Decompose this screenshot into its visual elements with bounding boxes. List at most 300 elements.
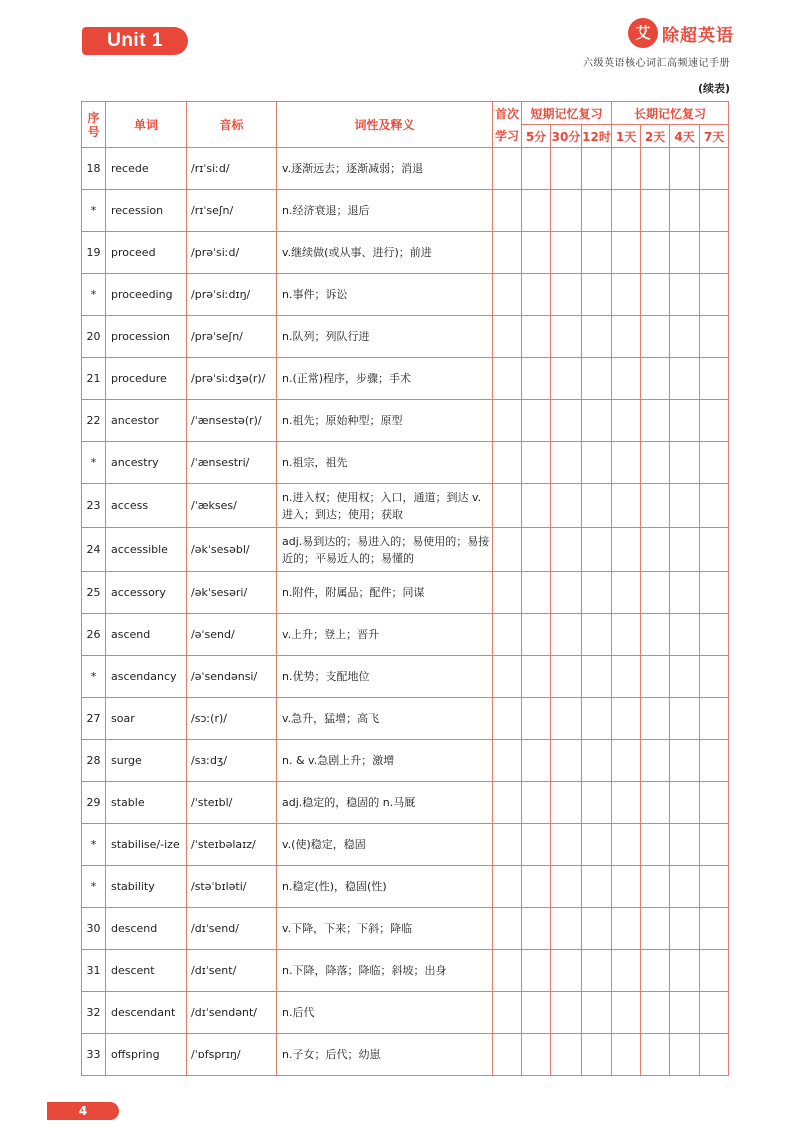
table-row bbox=[82, 866, 729, 908]
table-row bbox=[82, 232, 729, 274]
row-meaning: n.附件，附属品；配件；同谋 bbox=[277, 572, 493, 614]
review-checkbox-cell[interactable] bbox=[641, 866, 670, 908]
review-checkbox-cell[interactable] bbox=[551, 656, 582, 698]
row-word: surge bbox=[106, 740, 187, 782]
review-checkbox-cell[interactable] bbox=[522, 824, 551, 866]
row-meaning: v.逐渐远去；逐渐减弱；消退 bbox=[277, 148, 493, 190]
row-word: descend bbox=[106, 908, 187, 950]
review-checkbox-cell[interactable] bbox=[582, 528, 612, 572]
table-row bbox=[82, 740, 729, 782]
row-phonetic: /dɪˈsend/ bbox=[187, 908, 277, 950]
review-checkbox-cell[interactable] bbox=[700, 992, 729, 1034]
row-word: access bbox=[106, 484, 187, 528]
row-phonetic: /rɪˈsiːd/ bbox=[187, 148, 277, 190]
row-phonetic: /əkˈsesəbl/ bbox=[187, 528, 277, 572]
row-number: * bbox=[82, 190, 106, 232]
review-checkbox-cell[interactable] bbox=[670, 190, 700, 232]
review-checkbox-cell[interactable] bbox=[641, 740, 670, 782]
row-phonetic: /ˈænsestə(r)/ bbox=[187, 400, 277, 442]
review-checkbox-cell[interactable] bbox=[582, 782, 612, 824]
review-checkbox-cell[interactable] bbox=[612, 698, 641, 740]
row-word: accessory bbox=[106, 572, 187, 614]
review-checkbox-cell[interactable] bbox=[493, 442, 522, 484]
review-checkbox-cell[interactable] bbox=[493, 656, 522, 698]
row-number: 24 bbox=[82, 528, 106, 572]
review-checkbox-cell[interactable] bbox=[522, 866, 551, 908]
row-number: 19 bbox=[82, 232, 106, 274]
review-checkbox-cell[interactable] bbox=[670, 656, 700, 698]
review-checkbox-cell[interactable] bbox=[551, 950, 582, 992]
review-checkbox-cell[interactable] bbox=[551, 908, 582, 950]
review-checkbox-cell[interactable] bbox=[493, 614, 522, 656]
review-checkbox-cell[interactable] bbox=[551, 316, 582, 358]
row-phonetic: /sɔː(r)/ bbox=[187, 698, 277, 740]
row-word: ancestor bbox=[106, 400, 187, 442]
row-phonetic: /dɪˈsendənt/ bbox=[187, 992, 277, 1034]
review-checkbox-cell[interactable] bbox=[641, 698, 670, 740]
row-number: 30 bbox=[82, 908, 106, 950]
row-meaning: n.优势；支配地位 bbox=[277, 656, 493, 698]
row-word: proceeding bbox=[106, 274, 187, 316]
review-checkbox-cell[interactable] bbox=[700, 698, 729, 740]
review-checkbox-cell[interactable] bbox=[522, 656, 551, 698]
review-checkbox-cell[interactable] bbox=[551, 400, 582, 442]
row-phonetic: /ˈsteɪbəlaɪz/ bbox=[187, 824, 277, 866]
row-word: recede bbox=[106, 148, 187, 190]
review-checkbox-cell[interactable] bbox=[670, 908, 700, 950]
row-meaning: n.祖宗，祖先 bbox=[277, 442, 493, 484]
review-checkbox-cell[interactable] bbox=[641, 992, 670, 1034]
row-meaning: n.稳定(性)，稳固(性) bbox=[277, 866, 493, 908]
review-checkbox-cell[interactable] bbox=[582, 484, 612, 528]
brand-subtitle: 六级英语核心词汇高频速记手册 bbox=[583, 58, 730, 69]
review-checkbox-cell[interactable] bbox=[700, 824, 729, 866]
review-checkbox-cell[interactable] bbox=[522, 358, 551, 400]
review-checkbox-cell[interactable] bbox=[582, 316, 612, 358]
review-checkbox-cell[interactable] bbox=[700, 740, 729, 782]
review-checkbox-cell[interactable] bbox=[522, 782, 551, 824]
table-row bbox=[82, 656, 729, 698]
review-checkbox-cell[interactable] bbox=[700, 656, 729, 698]
row-phonetic: /əˈsendənsi/ bbox=[187, 656, 277, 698]
review-checkbox-cell[interactable] bbox=[670, 614, 700, 656]
review-checkbox-cell[interactable] bbox=[670, 442, 700, 484]
header-word: 单词 bbox=[106, 102, 187, 148]
review-checkbox-cell[interactable] bbox=[612, 400, 641, 442]
row-number: 32 bbox=[82, 992, 106, 1034]
review-checkbox-cell[interactable] bbox=[582, 442, 612, 484]
table-row bbox=[82, 614, 729, 656]
review-checkbox-cell[interactable] bbox=[700, 232, 729, 274]
review-checkbox-cell[interactable] bbox=[670, 950, 700, 992]
row-word: ancestry bbox=[106, 442, 187, 484]
table-row bbox=[82, 782, 729, 824]
review-checkbox-cell[interactable] bbox=[522, 316, 551, 358]
review-checkbox-cell[interactable] bbox=[700, 358, 729, 400]
row-phonetic: /ˈɒfsprɪŋ/ bbox=[187, 1034, 277, 1076]
review-checkbox-cell[interactable] bbox=[612, 824, 641, 866]
review-checkbox-cell[interactable] bbox=[670, 824, 700, 866]
review-checkbox-cell[interactable] bbox=[641, 656, 670, 698]
review-checkbox-cell[interactable] bbox=[700, 148, 729, 190]
row-meaning: v.(使)稳定，稳固 bbox=[277, 824, 493, 866]
page-number: 4 bbox=[47, 1102, 119, 1120]
row-meaning: v.下降，下来；下斜；降临 bbox=[277, 908, 493, 950]
review-checkbox-cell[interactable] bbox=[551, 614, 582, 656]
review-checkbox-cell[interactable] bbox=[641, 442, 670, 484]
review-checkbox-cell[interactable] bbox=[493, 698, 522, 740]
review-checkbox-cell[interactable] bbox=[612, 442, 641, 484]
row-word: procession bbox=[106, 316, 187, 358]
header-interval-30min: 30分 bbox=[551, 125, 582, 148]
header-short-term: 短期记忆复习 bbox=[522, 102, 612, 125]
review-checkbox-cell[interactable] bbox=[670, 992, 700, 1034]
review-checkbox-cell[interactable] bbox=[493, 824, 522, 866]
header-first-study-bottom: 学习 bbox=[493, 125, 522, 148]
review-checkbox-cell[interactable] bbox=[670, 698, 700, 740]
row-number: 25 bbox=[82, 572, 106, 614]
review-checkbox-cell[interactable] bbox=[641, 316, 670, 358]
review-checkbox-cell[interactable] bbox=[582, 698, 612, 740]
header-interval-2d: 2天 bbox=[641, 125, 670, 148]
review-checkbox-cell[interactable] bbox=[551, 484, 582, 528]
review-checkbox-cell[interactable] bbox=[582, 572, 612, 614]
review-checkbox-cell[interactable] bbox=[700, 190, 729, 232]
review-checkbox-cell[interactable] bbox=[551, 232, 582, 274]
row-word: stabilise/-ize bbox=[106, 824, 187, 866]
review-checkbox-cell[interactable] bbox=[641, 358, 670, 400]
review-checkbox-cell[interactable] bbox=[522, 908, 551, 950]
review-checkbox-cell[interactable] bbox=[522, 232, 551, 274]
row-phonetic: /əˈsend/ bbox=[187, 614, 277, 656]
row-number: 23 bbox=[82, 484, 106, 528]
row-number: 33 bbox=[82, 1034, 106, 1076]
review-checkbox-cell[interactable] bbox=[551, 442, 582, 484]
review-checkbox-cell[interactable] bbox=[641, 614, 670, 656]
review-checkbox-cell[interactable] bbox=[670, 400, 700, 442]
review-checkbox-cell[interactable] bbox=[641, 950, 670, 992]
review-checkbox-cell[interactable] bbox=[641, 274, 670, 316]
row-number: 18 bbox=[82, 148, 106, 190]
row-meaning: n.下降，降落；降临；斜坡；出身 bbox=[277, 950, 493, 992]
table-row bbox=[82, 190, 729, 232]
row-meaning: n.祖先；原始种型；原型 bbox=[277, 400, 493, 442]
row-meaning: n.经济衰退；退后 bbox=[277, 190, 493, 232]
review-checkbox-cell[interactable] bbox=[641, 1034, 670, 1076]
row-phonetic: /stəˈbɪləti/ bbox=[187, 866, 277, 908]
table-row bbox=[82, 484, 729, 528]
row-word: stable bbox=[106, 782, 187, 824]
review-checkbox-cell[interactable] bbox=[582, 274, 612, 316]
review-checkbox-cell[interactable] bbox=[551, 274, 582, 316]
brand-logo-icon: 艾 bbox=[628, 18, 658, 48]
table-row bbox=[82, 316, 729, 358]
review-checkbox-cell[interactable] bbox=[522, 148, 551, 190]
review-checkbox-cell[interactable] bbox=[670, 148, 700, 190]
review-checkbox-cell[interactable] bbox=[522, 528, 551, 572]
brand-name: 除超英语 bbox=[662, 25, 734, 46]
review-checkbox-cell[interactable] bbox=[582, 148, 612, 190]
review-checkbox-cell[interactable] bbox=[551, 740, 582, 782]
row-number: * bbox=[82, 824, 106, 866]
review-checkbox-cell[interactable] bbox=[582, 992, 612, 1034]
review-checkbox-cell[interactable] bbox=[670, 358, 700, 400]
row-phonetic: /prəˈsiːdɪŋ/ bbox=[187, 274, 277, 316]
review-checkbox-cell[interactable] bbox=[612, 528, 641, 572]
table-row bbox=[82, 950, 729, 992]
review-checkbox-cell[interactable] bbox=[522, 950, 551, 992]
review-checkbox-cell[interactable] bbox=[551, 358, 582, 400]
review-checkbox-cell[interactable] bbox=[612, 572, 641, 614]
review-checkbox-cell[interactable] bbox=[522, 572, 551, 614]
header-interval-1d: 1天 bbox=[612, 125, 641, 148]
review-checkbox-cell[interactable] bbox=[700, 950, 729, 992]
review-checkbox-cell[interactable] bbox=[700, 1034, 729, 1076]
review-checkbox-cell[interactable] bbox=[670, 740, 700, 782]
header-first-study-top: 首次 bbox=[493, 102, 522, 125]
review-checkbox-cell[interactable] bbox=[522, 992, 551, 1034]
review-checkbox-cell[interactable] bbox=[641, 782, 670, 824]
review-checkbox-cell[interactable] bbox=[493, 190, 522, 232]
review-checkbox-cell[interactable] bbox=[612, 316, 641, 358]
review-checkbox-cell[interactable] bbox=[582, 614, 612, 656]
review-checkbox-cell[interactable] bbox=[612, 782, 641, 824]
review-checkbox-cell[interactable] bbox=[493, 866, 522, 908]
review-checkbox-cell[interactable] bbox=[700, 442, 729, 484]
review-checkbox-cell[interactable] bbox=[582, 400, 612, 442]
review-checkbox-cell[interactable] bbox=[700, 908, 729, 950]
continued-label: (续表) bbox=[697, 82, 730, 95]
review-checkbox-cell[interactable] bbox=[551, 782, 582, 824]
review-checkbox-cell[interactable] bbox=[582, 232, 612, 274]
review-checkbox-cell[interactable] bbox=[493, 148, 522, 190]
review-checkbox-cell[interactable] bbox=[641, 484, 670, 528]
row-number: 20 bbox=[82, 316, 106, 358]
review-checkbox-cell[interactable] bbox=[551, 866, 582, 908]
review-checkbox-cell[interactable] bbox=[700, 614, 729, 656]
review-checkbox-cell[interactable] bbox=[551, 992, 582, 1034]
review-checkbox-cell[interactable] bbox=[551, 1034, 582, 1076]
row-number: 22 bbox=[82, 400, 106, 442]
row-phonetic: /rɪˈseʃn/ bbox=[187, 190, 277, 232]
row-word: procedure bbox=[106, 358, 187, 400]
review-checkbox-cell[interactable] bbox=[641, 400, 670, 442]
row-number: 21 bbox=[82, 358, 106, 400]
row-meaning: n.后代 bbox=[277, 992, 493, 1034]
review-checkbox-cell[interactable] bbox=[582, 908, 612, 950]
table-row bbox=[82, 572, 729, 614]
header-phonetic: 音标 bbox=[187, 102, 277, 148]
review-checkbox-cell[interactable] bbox=[522, 614, 551, 656]
row-meaning: adj.稳定的，稳固的 n.马厩 bbox=[277, 782, 493, 824]
row-word: recession bbox=[106, 190, 187, 232]
review-checkbox-cell[interactable] bbox=[700, 400, 729, 442]
review-checkbox-cell[interactable] bbox=[522, 740, 551, 782]
row-number: * bbox=[82, 442, 106, 484]
review-checkbox-cell[interactable] bbox=[700, 316, 729, 358]
review-checkbox-cell[interactable] bbox=[522, 442, 551, 484]
review-checkbox-cell[interactable] bbox=[612, 190, 641, 232]
review-checkbox-cell[interactable] bbox=[493, 232, 522, 274]
review-checkbox-cell[interactable] bbox=[582, 824, 612, 866]
review-checkbox-cell[interactable] bbox=[612, 484, 641, 528]
review-checkbox-cell[interactable] bbox=[493, 484, 522, 528]
row-phonetic: /prəˈseʃn/ bbox=[187, 316, 277, 358]
review-checkbox-cell[interactable] bbox=[551, 528, 582, 572]
row-number: 29 bbox=[82, 782, 106, 824]
header-interval-7d: 7天 bbox=[700, 125, 729, 148]
table-row bbox=[82, 148, 729, 190]
review-checkbox-cell[interactable] bbox=[493, 950, 522, 992]
review-checkbox-cell[interactable] bbox=[582, 358, 612, 400]
review-checkbox-cell[interactable] bbox=[493, 572, 522, 614]
review-checkbox-cell[interactable] bbox=[670, 866, 700, 908]
review-checkbox-cell[interactable] bbox=[493, 274, 522, 316]
review-checkbox-cell[interactable] bbox=[700, 484, 729, 528]
review-checkbox-cell[interactable] bbox=[493, 908, 522, 950]
header-interval-12h: 12时 bbox=[582, 125, 612, 148]
review-checkbox-cell[interactable] bbox=[612, 950, 641, 992]
review-checkbox-cell[interactable] bbox=[670, 232, 700, 274]
review-checkbox-cell[interactable] bbox=[493, 528, 522, 572]
review-checkbox-cell[interactable] bbox=[493, 740, 522, 782]
review-checkbox-cell[interactable] bbox=[612, 908, 641, 950]
review-checkbox-cell[interactable] bbox=[670, 782, 700, 824]
review-checkbox-cell[interactable] bbox=[493, 316, 522, 358]
row-number: 26 bbox=[82, 614, 106, 656]
row-word: soar bbox=[106, 698, 187, 740]
row-word: proceed bbox=[106, 232, 187, 274]
row-meaning: n. & v.急剧上升；激增 bbox=[277, 740, 493, 782]
table-row bbox=[82, 442, 729, 484]
review-checkbox-cell[interactable] bbox=[582, 656, 612, 698]
review-checkbox-cell[interactable] bbox=[551, 698, 582, 740]
row-word: ascendancy bbox=[106, 656, 187, 698]
review-checkbox-cell[interactable] bbox=[670, 316, 700, 358]
table-row bbox=[82, 698, 729, 740]
review-checkbox-cell[interactable] bbox=[551, 148, 582, 190]
row-meaning: adj.易到达的；易进入的；易使用的；易接近的；平易近人的；易懂的 bbox=[277, 528, 493, 572]
table-row bbox=[82, 274, 729, 316]
row-meaning: v.上升；登上；晋升 bbox=[277, 614, 493, 656]
row-number: * bbox=[82, 866, 106, 908]
review-checkbox-cell[interactable] bbox=[700, 572, 729, 614]
review-checkbox-cell[interactable] bbox=[522, 190, 551, 232]
review-checkbox-cell[interactable] bbox=[612, 866, 641, 908]
review-checkbox-cell[interactable] bbox=[612, 992, 641, 1034]
row-number: 31 bbox=[82, 950, 106, 992]
review-checkbox-cell[interactable] bbox=[612, 740, 641, 782]
review-checkbox-cell[interactable] bbox=[522, 1034, 551, 1076]
review-checkbox-cell[interactable] bbox=[612, 358, 641, 400]
review-checkbox-cell[interactable] bbox=[700, 528, 729, 572]
table-row bbox=[82, 824, 729, 866]
review-checkbox-cell[interactable] bbox=[641, 528, 670, 572]
review-checkbox-cell[interactable] bbox=[700, 866, 729, 908]
row-phonetic: /prəˈsiːdʒə(r)/ bbox=[187, 358, 277, 400]
review-checkbox-cell[interactable] bbox=[612, 148, 641, 190]
row-phonetic: /ˈækses/ bbox=[187, 484, 277, 528]
review-checkbox-cell[interactable] bbox=[670, 572, 700, 614]
row-meaning: n.事件；诉讼 bbox=[277, 274, 493, 316]
review-checkbox-cell[interactable] bbox=[522, 484, 551, 528]
review-checkbox-cell[interactable] bbox=[612, 1034, 641, 1076]
row-number: 27 bbox=[82, 698, 106, 740]
review-checkbox-cell[interactable] bbox=[670, 528, 700, 572]
row-number: * bbox=[82, 274, 106, 316]
review-checkbox-cell[interactable] bbox=[641, 148, 670, 190]
row-phonetic: /ˈsteɪbl/ bbox=[187, 782, 277, 824]
row-word: offspring bbox=[106, 1034, 187, 1076]
review-checkbox-cell[interactable] bbox=[582, 1034, 612, 1076]
row-word: accessible bbox=[106, 528, 187, 572]
review-checkbox-cell[interactable] bbox=[641, 232, 670, 274]
review-checkbox-cell[interactable] bbox=[522, 400, 551, 442]
table-row bbox=[82, 908, 729, 950]
header-meaning: 词性及释义 bbox=[277, 102, 493, 148]
review-checkbox-cell[interactable] bbox=[493, 992, 522, 1034]
table-row bbox=[82, 1034, 729, 1076]
review-checkbox-cell[interactable] bbox=[493, 400, 522, 442]
review-checkbox-cell[interactable] bbox=[522, 698, 551, 740]
review-checkbox-cell[interactable] bbox=[670, 484, 700, 528]
review-checkbox-cell[interactable] bbox=[612, 614, 641, 656]
review-checkbox-cell[interactable] bbox=[493, 782, 522, 824]
row-word: descendant bbox=[106, 992, 187, 1034]
review-checkbox-cell[interactable] bbox=[551, 824, 582, 866]
review-checkbox-cell[interactable] bbox=[612, 232, 641, 274]
review-checkbox-cell[interactable] bbox=[493, 1034, 522, 1076]
review-checkbox-cell[interactable] bbox=[582, 740, 612, 782]
row-word: descent bbox=[106, 950, 187, 992]
row-meaning: n.子女；后代；幼崽 bbox=[277, 1034, 493, 1076]
review-checkbox-cell[interactable] bbox=[612, 274, 641, 316]
row-phonetic: /əkˈsesəri/ bbox=[187, 572, 277, 614]
review-checkbox-cell[interactable] bbox=[551, 190, 582, 232]
unit-label: Unit 1 bbox=[82, 27, 188, 55]
row-phonetic: /sɜːdʒ/ bbox=[187, 740, 277, 782]
header-interval-4d: 4天 bbox=[670, 125, 700, 148]
review-checkbox-cell[interactable] bbox=[582, 950, 612, 992]
table-row bbox=[82, 358, 729, 400]
header-long-term: 长期记忆复习 bbox=[612, 102, 729, 125]
table-row bbox=[82, 400, 729, 442]
review-checkbox-cell[interactable] bbox=[551, 572, 582, 614]
review-checkbox-cell[interactable] bbox=[641, 908, 670, 950]
review-checkbox-cell[interactable] bbox=[582, 866, 612, 908]
review-checkbox-cell[interactable] bbox=[493, 358, 522, 400]
table-row bbox=[82, 528, 729, 572]
vocab-table bbox=[81, 101, 729, 1076]
row-meaning: n.队列；列队行进 bbox=[277, 316, 493, 358]
review-checkbox-cell[interactable] bbox=[700, 782, 729, 824]
review-checkbox-cell[interactable] bbox=[670, 1034, 700, 1076]
review-checkbox-cell[interactable] bbox=[670, 274, 700, 316]
row-meaning: v.急升，猛增；高飞 bbox=[277, 698, 493, 740]
review-checkbox-cell[interactable] bbox=[641, 572, 670, 614]
review-checkbox-cell[interactable] bbox=[522, 274, 551, 316]
row-word: stability bbox=[106, 866, 187, 908]
review-checkbox-cell[interactable] bbox=[700, 274, 729, 316]
review-checkbox-cell[interactable] bbox=[641, 190, 670, 232]
review-checkbox-cell[interactable] bbox=[582, 190, 612, 232]
row-number: 28 bbox=[82, 740, 106, 782]
review-checkbox-cell[interactable] bbox=[612, 656, 641, 698]
review-checkbox-cell[interactable] bbox=[641, 824, 670, 866]
row-meaning: n.进入权；使用权；入口，通道；到达 v.进入；到达；使用；获取 bbox=[277, 484, 493, 528]
row-phonetic: /ˈænsestri/ bbox=[187, 442, 277, 484]
row-meaning: v.继续做(或从事、进行)；前进 bbox=[277, 232, 493, 274]
